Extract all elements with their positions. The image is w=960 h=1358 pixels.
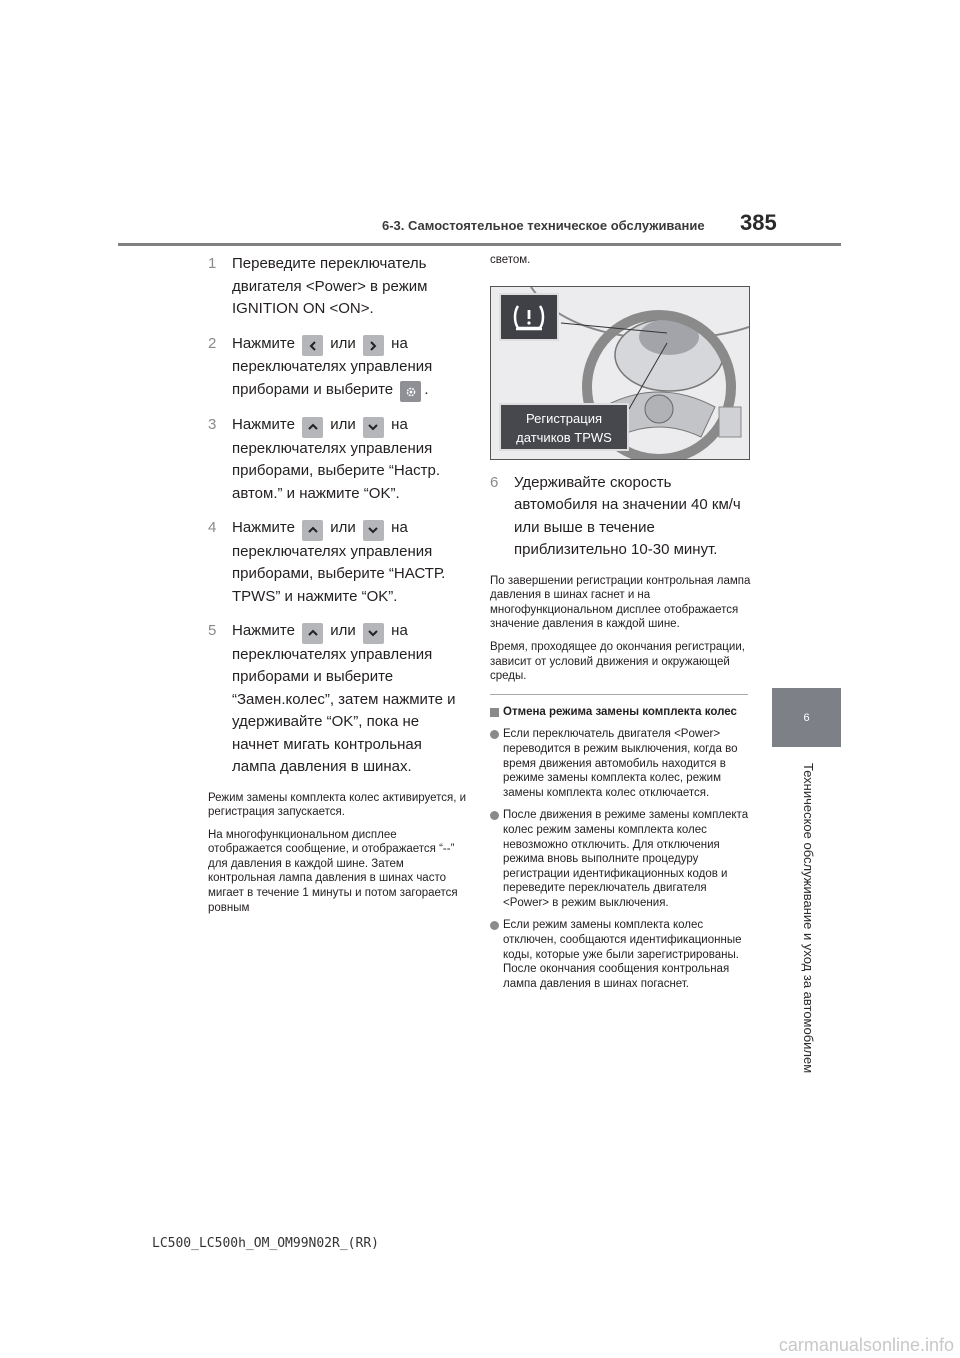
watermark-site[interactable]: carmanualsonline.info xyxy=(778,1335,954,1355)
header-rule xyxy=(118,243,841,246)
right-column xyxy=(490,253,752,999)
chevron-down-icon xyxy=(363,417,384,438)
step-text-post: на переключателях управления приборами, выберите “НАСТР. TPWS” и нажмите “OK”. xyxy=(232,519,446,605)
dashboard-illustration xyxy=(490,286,750,460)
list-item xyxy=(490,727,752,800)
list-item-text: После движения в режиме замены комплекта колес режим замены комплекта колес невозможно отключить. Для отключения режима вновь выполните процедуру регистрации идентификационных кодов и переведите переключатель двигателя <Power> в режим выключения. xyxy=(503,809,749,909)
step-text-mid: или xyxy=(330,416,356,433)
square-bullet-icon xyxy=(490,708,499,717)
list-item xyxy=(490,918,752,991)
step-text-post: на переключателях управления приборами, выберите “Настр. автом.” и нажмите “OK”. xyxy=(232,416,440,502)
section-heading xyxy=(490,705,752,720)
tpws-registration-callout xyxy=(499,403,629,451)
step-text-mid: или xyxy=(330,334,356,352)
note: На многофункциональном дисплее отображается сообщение, и отображается “--” для давления в каждой шине. Затем контрольная лампа давления в шинах часто мигает в течение 1 минуты и потом загорается ровным xyxy=(208,828,458,914)
step-number: 5 xyxy=(208,622,217,639)
step-5 xyxy=(208,620,468,779)
step-text-post: на переключателях управления приборами и выберите xyxy=(232,334,433,398)
step-text-end: . xyxy=(424,380,429,398)
section-divider xyxy=(490,694,748,695)
left-column xyxy=(208,253,468,923)
step-text-pre: Нажмите xyxy=(232,622,295,639)
note: Режим замены комплекта колес активируется, и регистрация запускается. xyxy=(208,791,467,819)
chevron-down-icon xyxy=(363,520,384,541)
chevron-down-icon xyxy=(363,623,384,644)
step-text: Переведите переключатель двигателя <Power> в режим IGNITION ON <ON>. xyxy=(232,255,428,317)
bullet-dot-icon xyxy=(490,811,499,820)
chevron-up-icon xyxy=(302,623,323,644)
bullet-dot-icon xyxy=(490,921,499,930)
step-text: Удерживайте скорость автомобиля на значении 40 км/ч или выше в течение приблизительно 10-30 минут. xyxy=(514,473,741,559)
chevron-up-icon xyxy=(302,520,323,541)
note: Время, проходящее до окончания регистрации, зависит от условий движения и окружающей среды. xyxy=(490,640,745,683)
step-number: 1 xyxy=(208,255,217,272)
step-number: 2 xyxy=(208,334,217,352)
continuation-text: светом. xyxy=(490,254,531,266)
note: По завершении регистрации контрольная лампа давления в шинах гаснет и на многофункциональном дисплее отображается значение давления в каждой шине. xyxy=(490,574,751,631)
list-item-text: Если переключатель двигателя <Power> переводится в режим выключения, когда во время движения автомобиль находится в режиме замены комплекта колес, режим замены комплекта колес отключается. xyxy=(503,728,738,799)
chevron-left-icon xyxy=(302,335,323,356)
chevron-up-icon xyxy=(302,417,323,438)
step-6 xyxy=(490,472,752,562)
step-1 xyxy=(208,253,468,321)
step-text-mid: или xyxy=(330,519,356,536)
step-number: 4 xyxy=(208,519,217,536)
page-number: 385 xyxy=(740,210,777,235)
chapter-number: 6 xyxy=(803,711,810,724)
document-code: LC500_LC500h_OM_OM99N02R_(RR) xyxy=(152,1236,379,1251)
step-text-mid: или xyxy=(330,622,356,639)
tire-pressure-warning-icon xyxy=(499,293,559,341)
step-number: 3 xyxy=(208,416,217,433)
chevron-right-icon xyxy=(363,335,384,356)
step-4 xyxy=(208,517,468,608)
step-text-pre: Нажмите xyxy=(232,519,295,536)
list-item-text: Если режим замены комплекта колес отключен, сообщаются идентификационные коды, которые уже были зарегистрированы. После окончания сообщения контрольная лампа давления в шинах погаснет. xyxy=(503,919,742,990)
chapter-tab xyxy=(772,688,841,747)
callout-line-2: датчиков TPWS xyxy=(516,429,612,445)
callout-line-1: Регистрация xyxy=(526,410,602,426)
step-text-pre: Нажмите xyxy=(232,334,295,352)
list-item xyxy=(490,808,752,910)
step-number: 6 xyxy=(490,473,499,491)
chapter-vertical-title: Техническое обслуживание и уход за автомобилем xyxy=(801,763,816,1074)
section-heading-text: Отмена режима замены комплекта колес xyxy=(503,705,737,718)
step-3 xyxy=(208,414,468,505)
step-2 xyxy=(208,333,468,403)
gear-icon xyxy=(400,381,421,402)
step-text-post: на переключателях управления приборами и выберите “Замен.колес”, затем нажмите и удерживайте “OK”, пока не начнет мигать контрольная лампа давления в шинах. xyxy=(232,622,456,775)
bullet-dot-icon xyxy=(490,730,499,739)
section-title: 6-3. Самостоятельное техническое обслуживание xyxy=(382,218,705,233)
step-text-pre: Нажмите xyxy=(232,416,295,433)
